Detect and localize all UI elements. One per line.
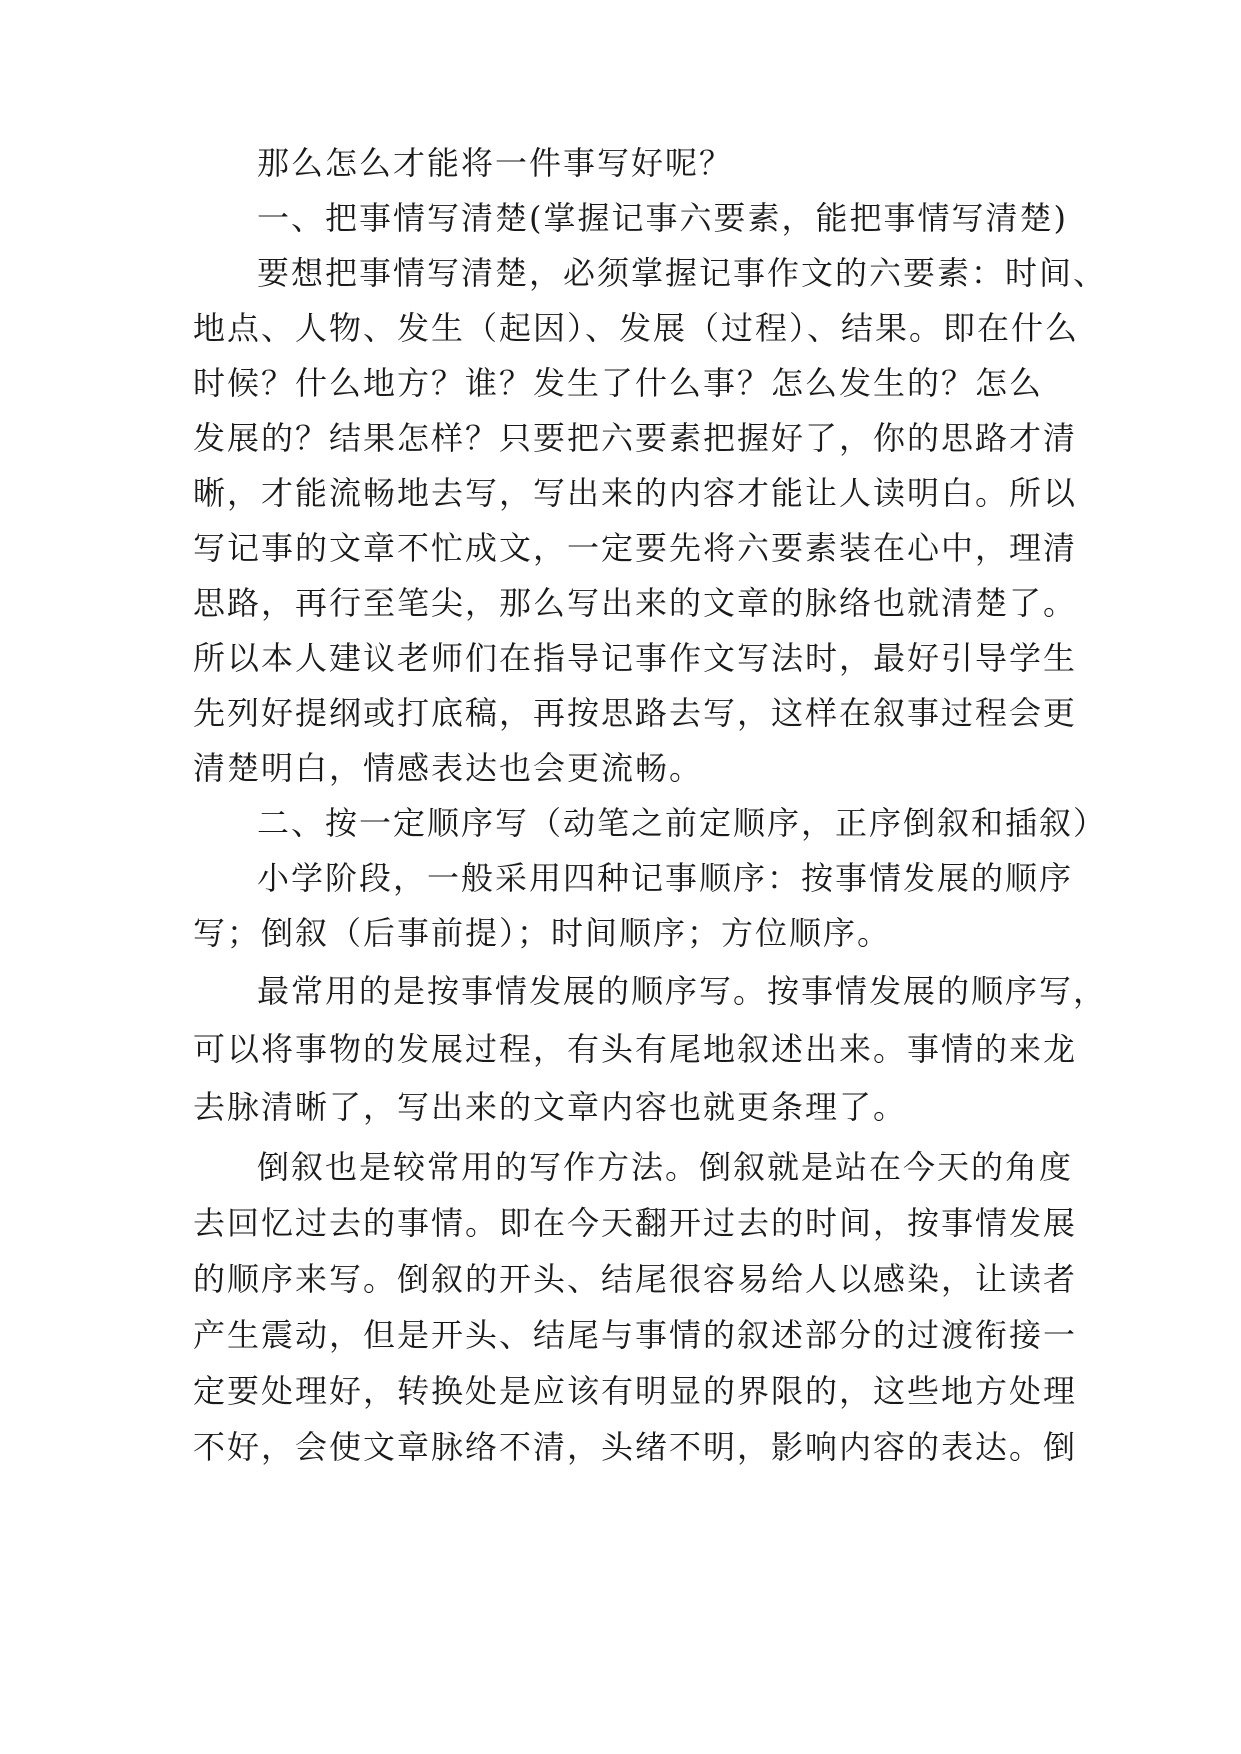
section-heading-1: 一、把事情写清楚(掌握记事六要素，能把事情写清楚) bbox=[257, 199, 1068, 237]
text-line: 晰，才能流畅地去写，写出来的内容才能让人读明白。所以 bbox=[193, 474, 1078, 512]
text-line: 小学阶段，一般采用四种记事顺序：按事情发展的顺序 bbox=[257, 859, 1074, 897]
text-line: 倒叙也是较常用的写作方法。倒叙就是站在今天的角度 bbox=[257, 1148, 1074, 1186]
text-line: 写；倒叙（后事前提）；时间顺序；方位顺序。 bbox=[193, 914, 892, 952]
text-line: 发展的？结果怎样？只要把六要素把握好了，你的思路才清 bbox=[193, 419, 1078, 457]
section-heading-2: 二、按一定顺序写（动笔之前定顺序，正序倒叙和插叙） bbox=[257, 804, 1108, 842]
text-line: 去脉清晰了，写出来的文章内容也就更条理了。 bbox=[193, 1088, 908, 1126]
text-line: 清楚明白，情感表达也会更流畅。 bbox=[193, 749, 704, 787]
text-line: 要想把事情写清楚，必须掌握记事作文的六要素：时间、 bbox=[257, 254, 1108, 292]
text-line: 不好，会使文章脉络不清，头绪不明，影响内容的表达。倒 bbox=[193, 1428, 1078, 1466]
text-line: 地点、人物、发生（起因）、发展（过程）、结果。即在什么 bbox=[193, 309, 1080, 347]
text-line: 可以将事物的发展过程，有头有尾地叙述出来。事情的来龙 bbox=[193, 1030, 1078, 1068]
text-line: 最常用的是按事情发展的顺序写。按事情发展的顺序写， bbox=[257, 972, 1108, 1010]
text-line: 的顺序来写。倒叙的开头、结尾很容易给人以感染，让读者 bbox=[193, 1260, 1078, 1298]
text-line: 所以本人建议老师们在指导记事作文写法时，最好引导学生 bbox=[193, 639, 1078, 677]
text-line: 先列好提纲或打底稿，再按思路去写，这样在叙事过程会更 bbox=[193, 694, 1078, 732]
text-line: 产生震动，但是开头、结尾与事情的叙述部分的过渡衔接一 bbox=[193, 1316, 1078, 1354]
text-line: 时候？什么地方？谁？发生了什么事？怎么发生的？怎么 bbox=[193, 364, 1044, 402]
text-line: 那么怎么才能将一件事写好呢？ bbox=[257, 144, 734, 182]
text-line: 去回忆过去的事情。即在今天翻开过去的时间，按事情发展 bbox=[193, 1204, 1078, 1242]
text-line: 定要处理好，转换处是应该有明显的界限的，这些地方处理 bbox=[193, 1372, 1078, 1410]
text-line: 思路，再行至笔尖，那么写出来的文章的脉络也就清楚了。 bbox=[193, 584, 1078, 622]
text-line: 写记事的文章不忙成文，一定要先将六要素装在心中，理清 bbox=[193, 529, 1078, 567]
